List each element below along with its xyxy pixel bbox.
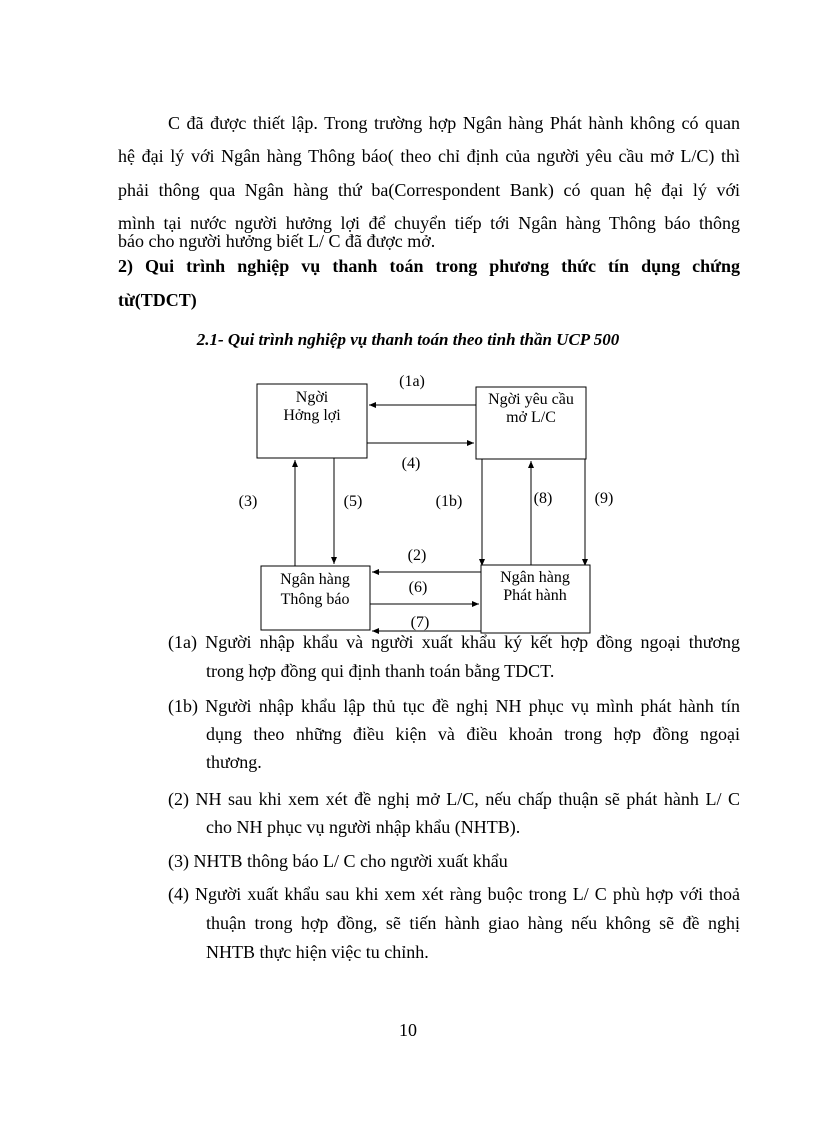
intro-line-5: báo cho người hưởng biết L/ C đã được mở. [118,231,436,251]
label-6: (6) [408,579,428,596]
label-7: (7) [410,614,430,631]
step-4-line-1: (4) Người xuất khẩu sau khi xem xét ràng buộc trong L/ C phù hợp với thoả [168,884,740,904]
label-5: (5) [343,493,363,510]
step-2-line-2: cho NH phục vụ người nhập khẩu (NHTB). [206,817,521,837]
label-8: (8) [533,490,553,507]
intro-line-1: C đã được thiết lập. Trong trường hợp Ngân hàng Phát hành không có quan [168,113,740,133]
applicant-label-2: mở L/C [506,409,556,426]
beneficiary-label-2: Hởng lợi [283,407,341,424]
step-1b-line-3: thương. [206,752,262,772]
label-2: (2) [407,547,427,564]
label-4: (4) [401,455,421,472]
section-heading-line-2: từ(TDCT) [118,290,197,310]
beneficiary-label-1: Ngời [295,389,329,406]
applicant-label-1: Ngời yêu cầu [488,391,574,408]
issuing-bank-label-2: Phát hành [503,587,567,604]
intro-line-4: mình tại nước người hưởng lợi để chuyển tiếp tới Ngân hàng Thông báo thông [118,213,740,233]
step-4-line-2: thuận trong hợp đồng, sẽ tiến hành giao hàng nếu không sẽ đề nghị [206,913,740,933]
page-number: 10 [399,1020,417,1040]
step-1b-line-2: dụng theo những điều kiện và điều khoản trong hợp đồng ngoại [206,724,740,744]
label-9: (9) [594,490,614,507]
subheading: 2.1- Qui trình nghiệp vụ thanh toán theo tinh thần UCP 500 [196,330,620,349]
step-1a-line-2: trong hợp đồng qui định thanh toán bằng TDCT. [206,661,555,681]
label-1a: (1a) [399,373,425,390]
step-1a-line-1: (1a) Người nhập khẩu và người xuất khẩu ký kết hợp đồng ngoại thương [168,632,740,652]
advising-bank-label-1: Ngân hàng [280,571,350,588]
advising-bank-label-2: Thông báo [280,591,350,608]
step-3-line-1: (3) NHTB thông báo L/ C cho người xuất khẩu [168,851,508,871]
step-1b-line-1: (1b) Người nhập khẩu lập thủ tục đề nghị NH phục vụ mình phát hành tín [168,696,740,716]
intro-line-2: hệ đại lý với Ngân hàng Thông báo( theo chỉ định của người yêu cầu mở L/C) thì [118,146,740,166]
section-heading-line-1: 2) Qui trình nghiệp vụ thanh toán trong phương thức tín dụng chứng [118,256,740,276]
step-2-line-1: (2) NH sau khi xem xét đề nghị mở L/C, nếu chấp thuận sẽ phát hành L/ C [168,789,740,809]
step-4-line-3: NHTB thực hiện việc tu chỉnh. [206,942,429,962]
label-1b: (1b) [435,493,463,510]
intro-line-3: phải thông qua Ngân hàng thứ ba(Correspondent Bank) có quan hệ đại lý với [118,180,740,200]
label-3: (3) [238,493,258,510]
issuing-bank-label-1: Ngân hàng [500,569,570,586]
